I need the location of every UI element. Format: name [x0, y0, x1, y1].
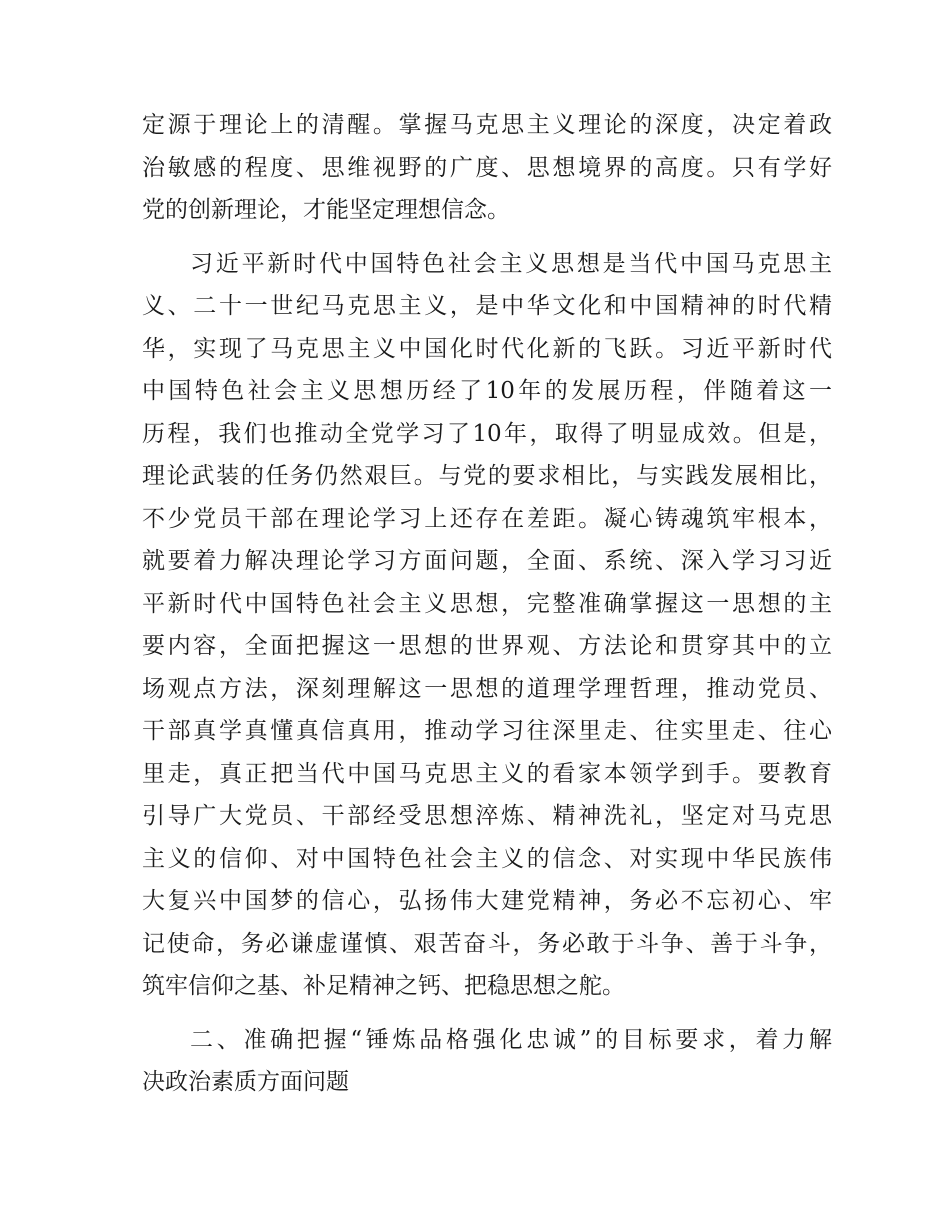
text-line: 二、准确把握“锤炼品格强化忠诚”的目标要求，着力解 [190, 1026, 832, 1053]
text-line: 历程，我们也推动全党学习了10年，取得了明显成效。但是， [142, 420, 832, 447]
text-line: 主义的信仰、对中国特色社会主义的信念、对实现中华民族伟 [142, 845, 832, 872]
paragraph-thought [142, 243, 832, 1008]
text-line: 记使命，务必谦虚谨慎、艰苦奋斗，务必敢于斗争、善于斗争， [142, 930, 832, 957]
text-line: 定源于理论上的清醒。掌握马克思主义理论的深度，决定着政 [142, 112, 832, 138]
text-line: 场观点方法，深刻理解这一思想的道理学理哲理，推动党员、 [142, 675, 832, 702]
text-line: 大复兴中国梦的信心，弘扬伟大建党精神，务必不忘初心、牢 [142, 888, 832, 914]
text-line: 不少党员干部在理论学习上还存在差距。凝心铸魂筑牢根本， [142, 505, 832, 532]
text-line: 里走，真正把当代中国马克思主义的看家本领学到手。要教育 [142, 760, 832, 787]
paragraph-heading-two [142, 1019, 832, 1104]
text-line: 平新时代中国特色社会主义思想，完整准确掌握这一思想的主 [142, 590, 832, 617]
text-line: 理论武装的任务仍然艰巨。与党的要求相比，与实践发展相比， [142, 463, 832, 489]
document-body [142, 104, 832, 1115]
paragraph-continuation [142, 104, 832, 232]
text-line: 决政治素质方面问题 [142, 1069, 349, 1095]
text-line: 中国特色社会主义思想历经了10年的发展历程，伴随着这一 [142, 378, 832, 404]
text-line: 就要着力解决理论学习方面问题，全面、系统、深入学习习近 [142, 548, 832, 574]
text-line: 习近平新时代中国特色社会主义思想是当代中国马克思主 [190, 250, 832, 277]
text-line: 干部真学真懂真信真用，推动学习往深里走、往实里走、往心 [142, 718, 832, 744]
text-line: 治敏感的程度、思维视野的广度、思想境界的高度。只有学好 [142, 154, 832, 181]
text-line: 义、二十一世纪马克思主义，是中华文化和中国精神的时代精 [142, 293, 832, 319]
text-line: 要内容，全面把握这一思想的世界观、方法论和贯穿其中的立 [142, 633, 832, 659]
text-line: 华，实现了马克思主义中国化时代化新的飞跃。习近平新时代 [142, 335, 832, 362]
text-line: 筑牢信仰之基、补足精神之钙、把稳思想之舵。 [142, 973, 625, 999]
text-line: 党的创新理论，才能坚定理想信念。 [142, 197, 510, 223]
text-line: 引导广大党员、干部经受思想淬炼、精神洗礼，坚定对马克思 [142, 803, 832, 829]
